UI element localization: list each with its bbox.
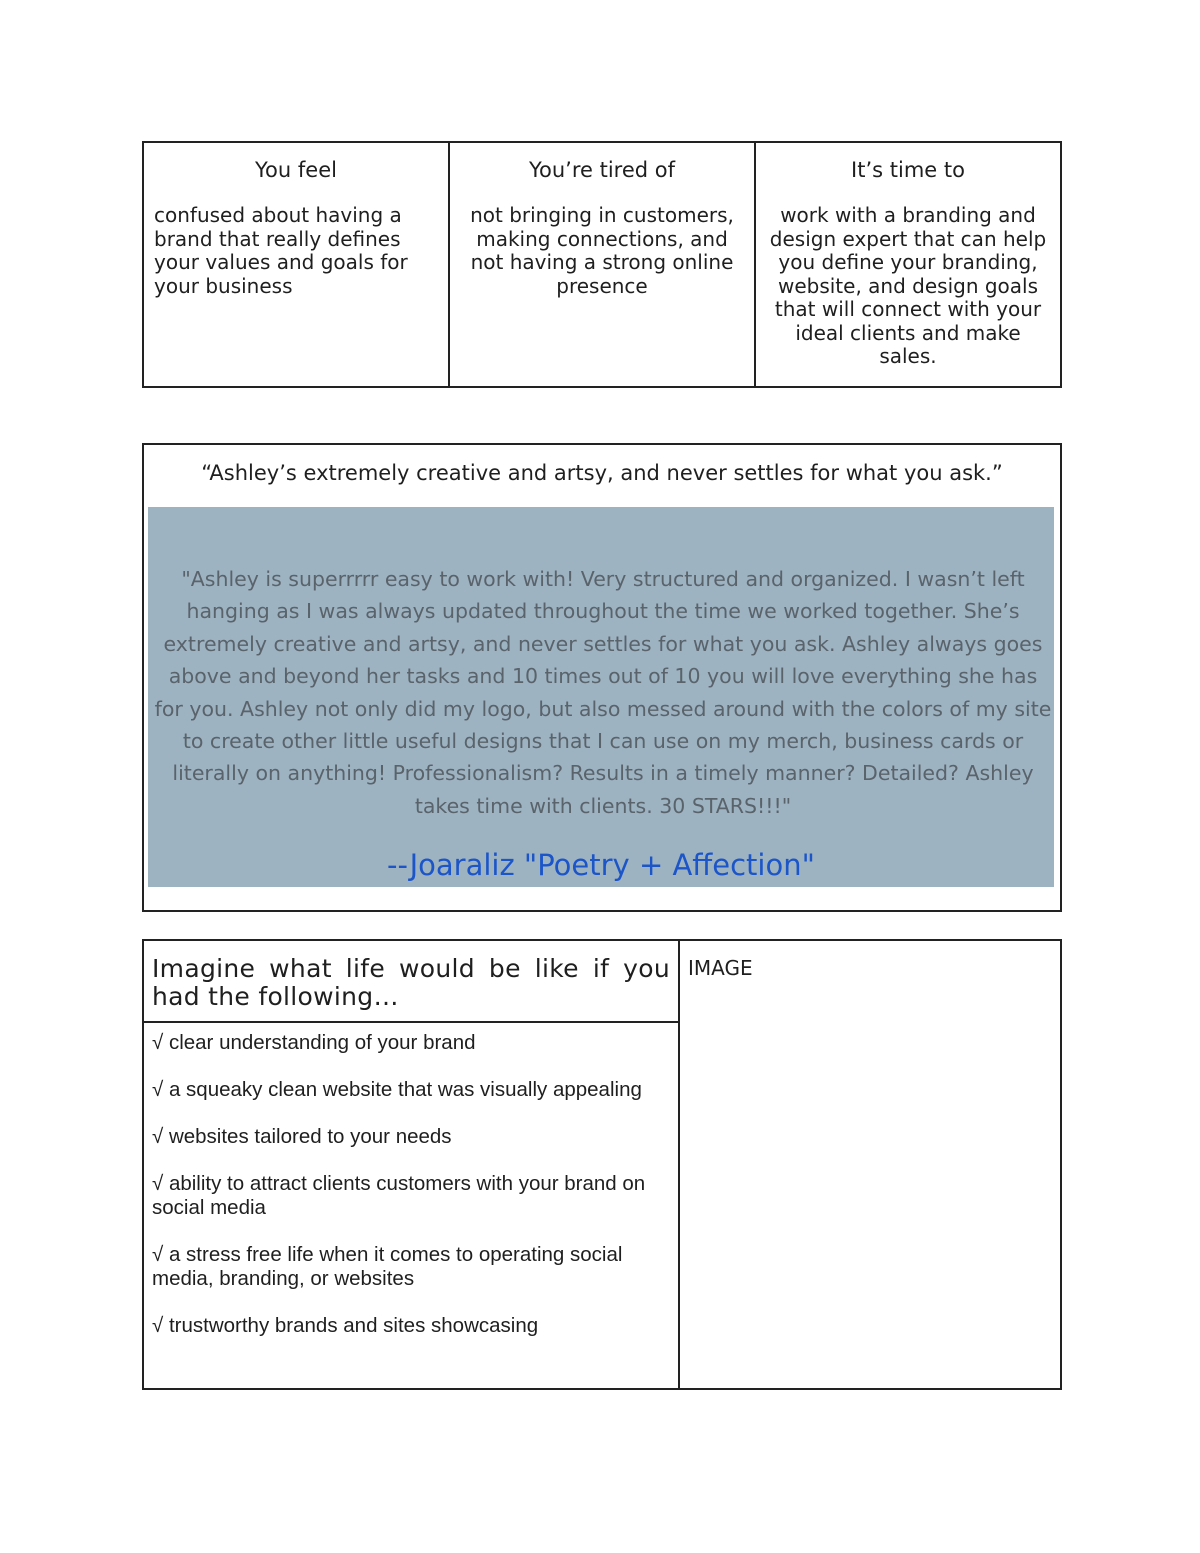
image-placeholder-label: IMAGE [688,956,753,980]
testimonial-box [142,443,1062,912]
column-body: work with a branding and design expert that can help you define your branding, website, and design goals that will connect with your ideal clients and make sales. [769,203,1047,368]
column-heading: You’re tired of [528,158,676,182]
list-item: √ websites tailored to your needs [152,1125,452,1148]
benefits-list [144,1023,678,1338]
column-body: confused about having a brand that really defines your values and goals for your business [154,203,408,298]
list-item: √ clear understanding of your brand [152,1031,476,1054]
list-item: √ ability to attract clients customers with your brand on social media [152,1172,646,1219]
column-heading: You feel [255,158,337,182]
image-placeholder-cell [680,941,1060,1388]
testimonial-panel [148,507,1054,887]
time-to-column [754,143,1060,386]
benefits-title: Imagine what life would be like if you had the following… [144,941,678,1023]
tired-of-column [448,143,754,386]
list-item: √ a squeaky clean website that was visually appealing [152,1078,642,1101]
you-feel-column [144,143,448,386]
column-heading: It’s time to [851,158,965,182]
benefits-table [142,939,1062,1390]
testimonial-author: --Joaraliz "Poetry + Affection" [387,848,815,882]
intro-columns-table [142,141,1062,388]
benefits-column [144,941,680,1388]
column-body: not bringing in customers, making connections, and not having a strong online presence [470,203,734,298]
list-item: √ trustworthy brands and sites showcasing [152,1314,539,1337]
testimonial-quote: "Ashley is superrrrr easy to work with! Very structured and organized. I wasn’t left hanging as I was always updated throughout the time we worked together. She’s extremely creative and artsy, and never settles for what you ask. Ashley always goes above and beyond her tasks and 10 times out of 10 you will love everything she has for you. Ashley not only did my logo, but also messed around with the colors of my site to create other little useful designs that I can use on my merch, business cards or literally on anything! Professionalism? Results in a timely manner? Detailed? Ashley takes time with clients. 30 STARS!!!" [154,567,1052,818]
testimonial-headline: “Ashley’s extremely creative and artsy, and never settles for what you ask.” [201,461,1003,485]
list-item: √ a stress free life when it comes to operating social media, branding, or websites [152,1243,623,1290]
